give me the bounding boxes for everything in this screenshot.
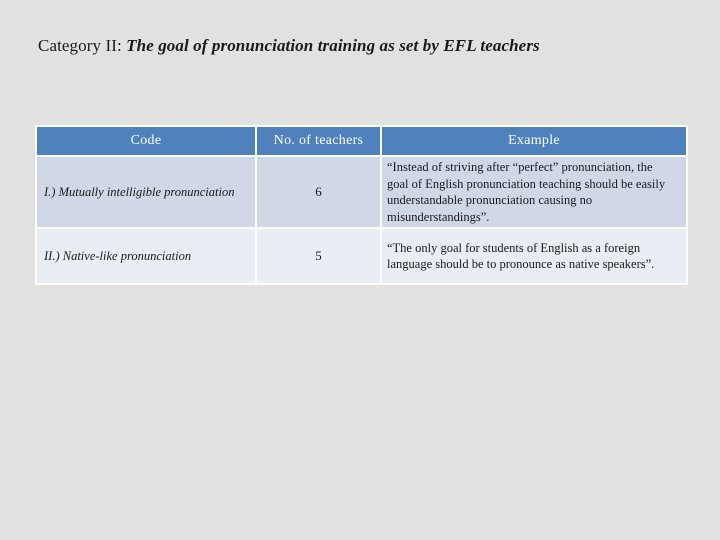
title-prefix: Category II:: [38, 36, 127, 55]
teacher-count-cell: 5: [256, 228, 381, 284]
example-cell: “Instead of striving after “perfect” pronunciation, the goal of English pronunciation teaching should be easily understandable pronunciation causing no misunderstandings”.: [381, 156, 687, 228]
header-example: Example: [381, 126, 687, 156]
table-row: [36, 156, 687, 228]
slide-title: [38, 36, 540, 56]
header-code: Code: [36, 126, 256, 156]
example-cell: “The only goal for students of English as a foreign language should be to pronounce as native speakers”.: [381, 228, 687, 284]
pronunciation-goal-table: [35, 125, 688, 285]
code-cell: II.) Native-like pronunciation: [36, 228, 256, 284]
title-emphasis: The goal of pronunciation training as set by EFL teachers: [126, 36, 540, 55]
teacher-count-cell: 6: [256, 156, 381, 228]
code-cell: I.) Mutually intelligible pronunciation: [36, 156, 256, 228]
header-teachers: No. of teachers: [256, 126, 381, 156]
table-row: [36, 228, 687, 284]
table-header-row: [36, 126, 687, 156]
